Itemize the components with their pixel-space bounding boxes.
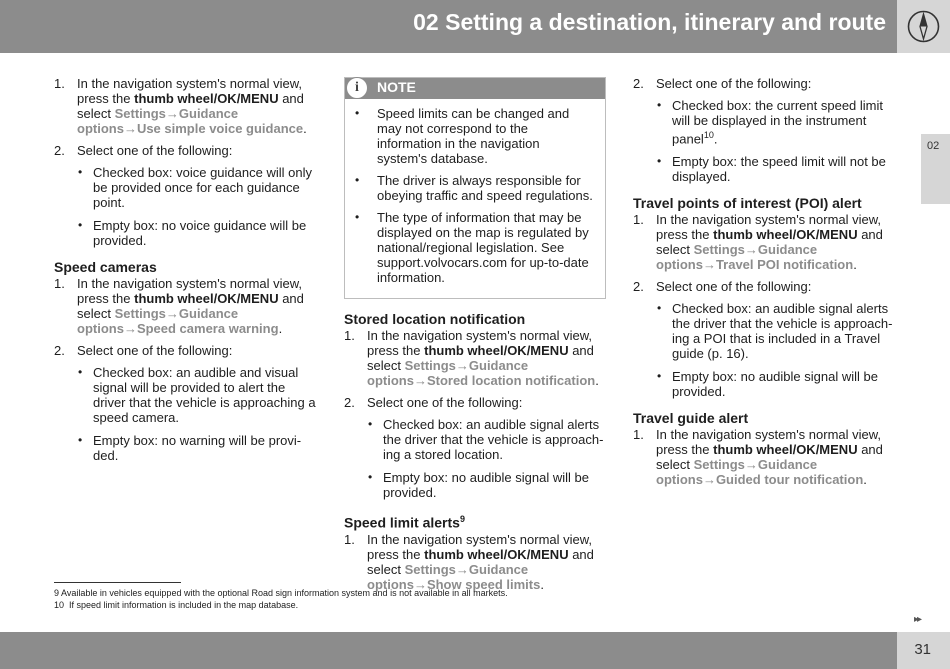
page-number-box: [897, 632, 950, 669]
option-list: [77, 365, 319, 463]
compass-icon-box: [897, 0, 950, 53]
column-2: [344, 77, 606, 599]
step: [633, 279, 898, 399]
step: [54, 143, 319, 248]
next-page-arrows-icon: ▸▸: [914, 614, 921, 625]
step-number: 1.: [54, 276, 65, 291]
page-header: [0, 0, 950, 53]
step-number: 1.: [54, 76, 65, 91]
section-heading: Speed limit alerts$^9$: [344, 514, 465, 531]
menu-path: select Settings→Guidance options→Stored location notification.: [367, 358, 599, 388]
list-item: • Checked box: an audible signal alerts the driver that the vehicle is approach-ing a POI that is included in a Travel guide (p. 16).: [657, 301, 893, 362]
step: [633, 76, 898, 184]
info-icon: i: [346, 77, 368, 99]
menu-path: select Settings→Guidance options→Speed camera warning.: [77, 306, 283, 336]
step: [54, 343, 319, 463]
note-item: • The type of information that may be displayed on the map is regulated by national/regional legislation. See support.volvocars.com for up-to-date information.: [355, 210, 589, 285]
list-item: • Checked box: an audible and visual signal will be provided to alert the driver that the vehicle is approaching a speed camera.: [78, 365, 316, 425]
step-text: In the navigation system's normal view, press the thumb wheel/OK/MENU and: [656, 427, 883, 458]
step: [54, 76, 319, 136]
step-text: In the navigation system's normal view, press the thumb wheel/OK/MENU and: [656, 212, 883, 243]
section-heading: Speed cameras: [54, 259, 157, 275]
option-list: [367, 417, 606, 500]
footnote: 10 If speed limit information is included in the map database.: [54, 600, 299, 610]
note-header: [345, 78, 605, 99]
step-text: Select one of the following:: [77, 143, 233, 158]
section-heading: Travel points of interest (POI) alert: [633, 195, 862, 212]
step-text: In the navigation system's normal view, press the thumb wheel/OK/MENU and: [77, 76, 304, 106]
chapter-title: 02 Setting a destination, itinerary and route: [413, 9, 886, 35]
footnote-divider: [54, 582, 181, 583]
option-list: [656, 301, 898, 399]
section-heading: Travel guide alert: [633, 410, 749, 427]
note-item: • Speed limits can be changed and may not correspond to the information in the navigation system's database.: [355, 106, 570, 166]
page-footer: [0, 632, 950, 669]
step-text: In the navigation system's normal view, press the thumb wheel/OK/MENU and: [77, 276, 304, 306]
note-label: NOTE: [377, 79, 416, 95]
column-3: [633, 76, 898, 494]
column-1: [54, 76, 319, 471]
footnote-ref: 9: [459, 514, 465, 524]
list-item: • Checked box: voice guidance will only be provided once for each guidance point.: [78, 165, 312, 210]
step-text: Select one of the following:: [656, 279, 812, 295]
chapter-tab: [921, 134, 950, 204]
list-item: • Empty box: the speed limit will not be displayed.: [657, 154, 886, 185]
footnotes: [54, 582, 654, 611]
list-item: • Checked box: an audible signal alerts the driver that the vehicle is approach-ing a stored location.: [368, 417, 604, 462]
step-number: 2.: [54, 343, 65, 358]
menu-path: select Settings→Guidance options→Guided tour notification.: [656, 457, 867, 488]
menu-path: select Settings→Guidance options→Show speed limits.: [367, 561, 544, 592]
step-number: 1.: [633, 212, 644, 228]
step: [344, 328, 606, 388]
option-list: [656, 98, 898, 184]
step: [344, 395, 606, 500]
note-item: • The driver is always responsible for obeying traffic and speed regulations.: [355, 173, 593, 203]
step-text: Select one of the following:: [656, 76, 812, 91]
step-number: 1.: [344, 531, 355, 547]
step-text: In the navigation system's normal view, press the thumb wheel/OK/MENU and: [367, 531, 594, 562]
note-body: [345, 99, 605, 298]
option-list: [77, 165, 319, 248]
step-number: 1.: [344, 328, 355, 343]
compass-icon: [906, 9, 941, 44]
step-text: Select one of the following:: [77, 343, 233, 358]
section-heading: Stored location notification: [344, 311, 526, 327]
note-box: [344, 77, 606, 299]
step: [633, 427, 898, 487]
step-number: 2.: [633, 279, 644, 295]
step: [54, 276, 319, 336]
list-item: • Checked box: the current speed limit will be displayed in the instrument panel$^{10}$.: [657, 98, 883, 147]
list-item: • Empty box: no warning will be provi-ded.: [78, 433, 302, 463]
list-item: • Empty box: no voice guidance will be provided.: [78, 218, 307, 248]
step-number: 1.: [633, 427, 644, 443]
step-text: Select one of the following:: [367, 395, 523, 410]
menu-path: select Settings→Guidance options→Travel POI notification.: [656, 242, 857, 273]
step-number: 2.: [344, 395, 355, 410]
menu-path: select Settings→Guidance options→Use simple voice guidance.: [77, 106, 307, 136]
chapter-tab-label: 02: [927, 140, 940, 152]
footnote: 9 Available in vehicles equipped with the optional Road sign information system and is not available in all markets.: [54, 588, 508, 598]
step-number: 2.: [633, 76, 644, 91]
list-item: • Empty box: no audible signal will be provided.: [657, 369, 878, 400]
page-number: 31: [914, 641, 931, 658]
step: [633, 212, 898, 272]
step-number: 2.: [54, 143, 65, 158]
list-item: • Empty box: no audible signal will be provided.: [368, 470, 589, 500]
step-text: In the navigation system's normal view, press the thumb wheel/OK/MENU and: [367, 328, 594, 358]
